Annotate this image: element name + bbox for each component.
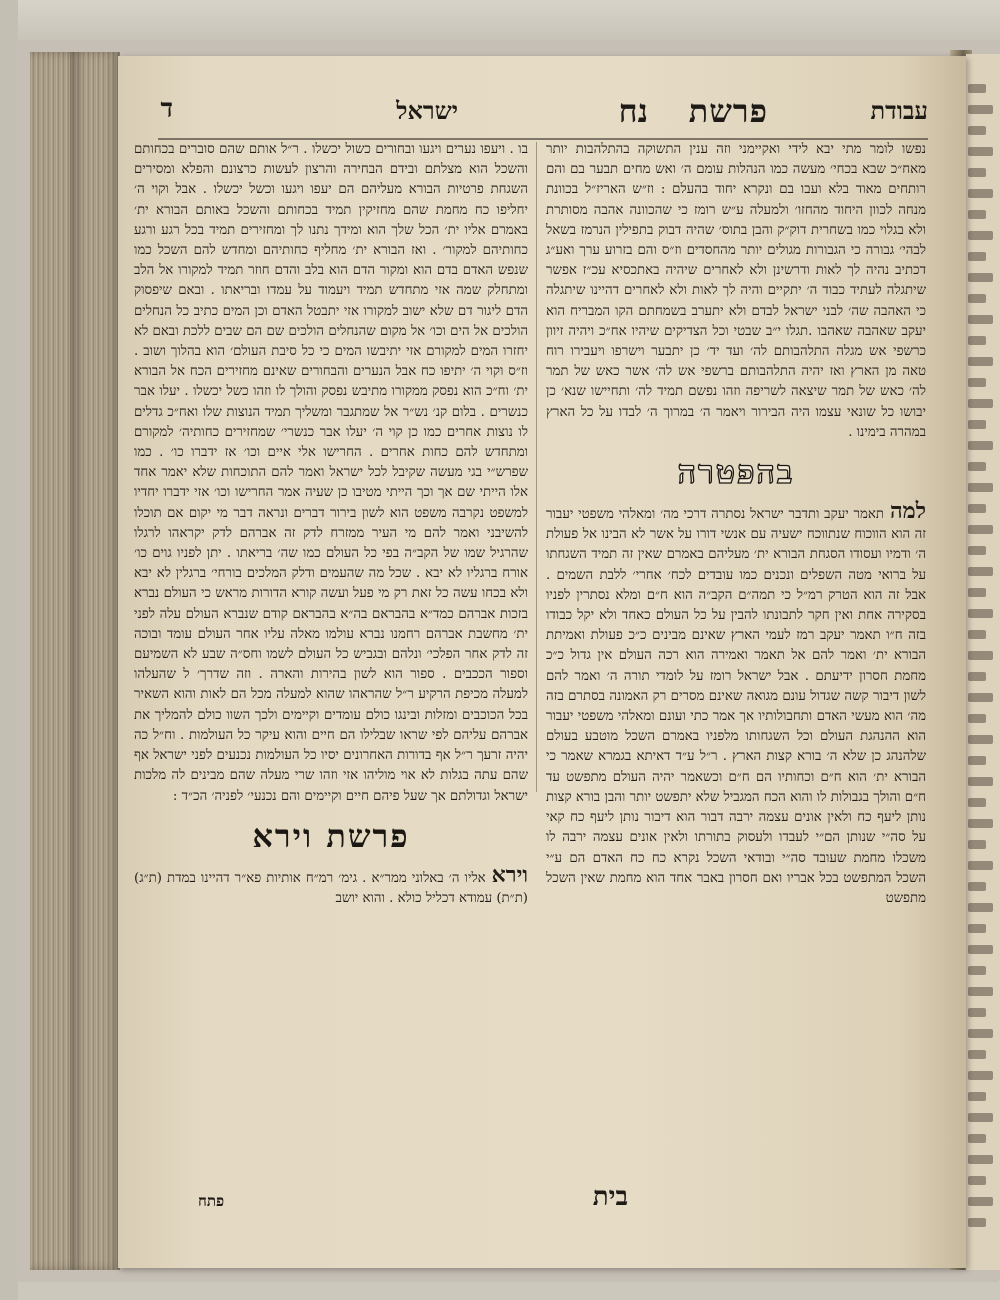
facing-page-text-line [968,966,986,975]
facing-page-text-line [968,945,993,954]
facing-page-text-line [968,357,993,366]
facing-page-text-line [968,714,986,723]
facing-page-text-line [968,189,993,198]
facing-page-text-line [968,273,993,282]
facing-page-text-line [968,1197,993,1206]
header-parasha: פרשת [688,92,768,130]
facing-page-text-line [968,651,993,660]
facing-page-text-line [968,987,993,996]
haftarah-opening-word: למה [890,498,926,525]
facing-page-text-line [968,1218,986,1227]
facing-page-text-line [968,336,986,345]
facing-page-text-line [968,735,993,744]
facing-page-text-line [968,861,993,870]
vayera-text: אליו ה׳ באלוני ממר״א . גימ׳ רמ״ח אותיות פא״ר דהיינו במדת (ת״ג) (ת״ת) עמודא דכליל כולא . והוא יושב [134,870,528,906]
facing-page-text-line [968,168,986,177]
facing-page-text-line [968,903,993,912]
header-noach: נח [618,92,648,130]
facing-page-text-line [968,609,993,618]
facing-page-text-line [968,588,986,597]
facing-page-text-line [968,546,986,555]
facing-page-edge [966,54,1000,1270]
facing-page-text-line [968,1134,986,1143]
facing-page-text-line [968,84,986,93]
facing-page-text-line [968,1029,993,1038]
facing-page-text-line [968,441,993,450]
facing-page-text-line [968,924,986,933]
haftarah-paragraph [546,498,926,909]
facing-page-text-line [968,819,993,828]
book-page [118,56,966,1268]
facing-page-text-line [968,1071,993,1080]
facing-page-text-line [968,630,986,639]
facing-page-text-line [968,1155,993,1164]
facing-page-text-line [968,504,986,513]
facing-page-text-line [968,1092,986,1101]
haftarah-text: תאמר יעקב ותדבר ישראל נסתרה דרכי מה׳ ומאלהי משפטי יעבור זה הוא הווכוח שנתווכח ישעיה עם אנשי דורו על אשר לא הבינו אל פעולת ה׳ ודמיו ועסודו הסגחת הבורא ית׳ מעליהם באמרם שאין זה תמיד השגחתו על ברואי מטה השפלים ונכנים כמו עובדים לכח׳ אחרי׳ ללבת השמים . אבל זה הוא הטרק רמ״ל כי תמה״ם הקב״ה הוא ח״ם ומלא נסתרין לפניו בסקירה אחת ואין חקר לתבונתו להבין על כל העולם כאחד ולא יקל כבודו בזה ח״ו תאמר יעקב רמז לעמי הארץ שאינם מבינים כ״כ פעולת ואמיתת הבורא ית׳ ואמר להם אל תאמר ואמירה הוא רכה העולם אין גדול כ״כ מחמת חסרון ידיעתם . אבל ישראל רומז על לומדי תורה ה׳ ואמר להם לשון דיבור קשה שגדול עונם מגואה שאינם מסרים רק האמונה בסתרם בזה מה׳ הוא מעשי האדם ותחבולותיו אך אמר כתי ועונם ומאלהי משפטי יעבור הוא ההנהגת העולם וכל השגחותו מלפניו באמרם השכל מוטבע בעולם שלהנהג כן שלא ה׳ בורא קצות הארץ . ר״ל ע״ד דאיתא בגמרא שאמר כי הבורא ית׳ הוא ח״ם וכחותיו הם ח״ם וכשאמר יהיה העולם מתפשט עד ח״ם והולך בגבולות לו והוא הכח המגביל שלא יתפשט יותר והבן בורא קצות נותן ליעף כח ולאין אונים עצמה ירבה דבור הוא דיבור נותן ליעף כח קאי על סה״י שנותן הם״י לעבדו ולעסוק בתורתו ולאין אונים עצמה ירבה לו משכלו מחמת שעובד סה״י ובודאי השכל נקרא כח כח האדם הם ע״י השכל המתפשט בכל אבריו ואם חסרון באבר אחד הוא מחמת שאין השכל מתפשט [546,507,926,906]
vayera-opening-word: וירא [491,861,528,888]
vayera-paragraph [134,861,528,909]
facing-page-text-line [968,798,986,807]
facing-page-text-line [968,777,993,786]
facing-page-text-line [968,147,993,156]
facing-page-text-line [968,420,986,429]
left-column-text: בו . ויעפו נערים ויגעו ובחורים כשול יכשלו . ר״ל אותם שהם סוברים בכחותם והשכל הוא מצלתם ובידם הבחירה והרצון לעשות כרצונם והפלא ומסירים השגחת פרטיות הבורא מעליהם הם יעפו ויגעו וכשל יכשלו . אבל וקוי ה׳ יחליפו כח מחמת שהם מחזיקין תמיד בכחותם והשכל באותם הבורא ית׳ באמרם אליו ית׳ הכל שלך הוא ומידך נתנו לך ומחזירים תמיד בכל רגע ורגע כחותיהם למקור׳ . ואז הבורא ית׳ מחליף כחותיהם ומחדש להם השכל כמו שנפש האדם בדם הוא ומקור הדם הוא בלב והדם חוזר תמיד למקורו אל הלב ומתחלק שמה אזי מתחדש תמיד ויעמוד על עמדו ובריאתו . ובאם שיפסוק הדם ליגור דם שלא ישוב למקורו אזי יתבטל האדם וכן המים כתיב כל הנחלים הולכים אל הים וכו׳ אל מקום שהנחלים הולכים שם הם שבים ללכת ובאם לא יחזרו המים למקורם אזי יתיבשו המים כי כל סיבת העולם׳ הוא בהלוך ושוב . וז״ס וקוי ה׳ יתיפו כח אבל הנערים והבחורים שאינם מחזירים הכח אל הבורא ית׳ וח״כ הוא נפסק ממקורו מתיבש נפסק והולך לו וזהו כשל יכשלו . יעלו אבר כנשרים . בלום קנ׳ נש״ר אל שמתגבר ומשליך תמיד הנוצות שלו ואח״כ גדלים לו נוצות אחרים כמו כן קוי ה׳ יעלו אבר כנשרי׳ שמחזירים כחותיה׳ למקורם ומתחדש להם כחות אחרים . החרישו אלי איים וכו׳ אז ידברו כו׳ . כמו שפרש״י בגי מעשה שקיבל לכל ישראל ואמר להם התוכחות שלא יאמר אחד אלו הייתי שם אך וכך הייתי מטיבו כן שעיה אמר החרישו וכו׳ אזי ידברו יחדיו למשפט נקרבה משפט הוא לשון בירור דברים ונראה דבר מי יקום אם תוכלו להשיבני ואמר להם מי העיר ממזרח לדק זה אברהם לדק יקראהו לרגלו שהרגיל שמו של הקב״ה בפי כל העולם כמו שה׳ בריאתו . יתן לפניו גוים כו׳ אורח ברגליו לא יבא . שכל מה שהעמים ודלק המלכים בורחי׳ ברגלין לא יבא ולא בכחו עשה כל זאת רק מי פעל ועשה קורא הדורות מראש כי העולם נברא בזכות אברהם כמד״א בהבראם בה״א בהבראם קודם שנברא העולם עלה לפני ית׳ מחשבת אברהם רחמנו נברא עולמו מאלה עליו אחר העולם עומד ובוכה זה לדק אחר הפלכי׳ ונלהם ובגביש כל העולם לשמו וחס״ה שבע לא השמיעם וספור הככבים . ספור הוא לשון בהירות והארה . וזה שדרך׳ ל שהעלהו למעלה מכיפת הרקיע ר״ל שהראהו שהוא למעלה מכל הם לאות והוא השאיר בכל הכוכבים ומזלות ובינגו כולם עומדים וקיימים ולכך השוו כולם להמליך את אברהם עליהם לפי שראו שבלילו הם חיים והוא עיקר כל העולמות . וח״ל כה יהיה זרעך ר״ל אף בדורות האחרונים יסיו כל העולמות נכנעים לפני ישראל אף שהם עתה בגלות לא אוי מוליהו אזי וזהו שרי מעלה שהם מבינים לה מלכות ישראל וגדולתם אך שעל פיהם חיים וקיימים והם נכנעי׳ לפניה׳ הכ״ד : [134,142,528,804]
facing-page-text-line [968,693,993,702]
facing-page-text-line [968,315,993,324]
page-number: ד [160,94,173,124]
running-header [158,92,928,140]
vayera-heading: פרשת וירא [252,816,410,855]
facing-page-text-line [968,840,986,849]
facing-page-text-line [968,105,993,114]
facing-page-text-line [968,252,986,261]
facing-page-text-line [968,756,986,765]
facing-page-text-line [968,1008,986,1017]
facing-page-text-line [968,525,993,534]
book-fore-edge [30,52,120,1270]
facing-page-text-line [968,462,986,471]
page-footer [158,1182,928,1218]
facing-page-text-line [968,378,986,387]
background-top [0,0,1000,45]
right-column [546,140,926,909]
facing-page-text-line [968,567,993,576]
haftarah-heading: בהפטרה [677,453,795,492]
header-yisrael: ישראל [396,96,458,125]
facing-page-text-line [968,294,986,303]
column-divider [536,142,537,792]
facing-page-text-line [968,882,986,891]
right-column-text: נפשו לומר מתי יבא לידי ואקיימני וזה ענין התשוקה בהתלהבות יותר מאח״כ שבא בכחי׳ מעשה כמו הנהלות עומם ה׳ ואש מחים תבער בם והם רותחים מאוד בלא ועבו בם ונקרא יחוד בהעלם : וז״ש האריז״ל בכוונת מנחה לכוון היחוד מהחזו׳ ולמעלה ע״ש רומז כי שהכוונה אהבה מסותרת ולא בגלוי כמו בשחרית דוק״ק והבן בתוס׳ שהיה דבוק בתפילין הנרמז בשאל לבהי׳ גבורה כי הגבורות מגולים יותר מהחסדים וז״ס והם בזרוע ערך ואע״ג דכתיב נהיה לך לאות ודרשינן ולא לאחרים שיהיה באתכסיא עכ״ז אפשר שיתגלה לעתיד כבוד ה׳ יתקיים והיה לך לאות ולא לאחרים דהיינו שיתגלה כי האהבה שה׳ לבני ישראל לבדם ולא יתערב בשמחתם הקו המבריח הוא יעקב שאהבה שאהבו .תגלו י״ב שבטי וכל הצדיקים שיהיו אח״כ ויהיה זיוון כרשפי אש מגלה התלהבותם לה׳ ועד יד׳ כן יתבער וישרפו ויעבירו רוח טאה מן הארץ ואז יהיה התלהבותם ברשפי אש לה׳ אשר כאש של תמר לה׳ כאש של תמר שיצאה לשריפה וזהו נפשם תמיד לה׳ ותחיישו שנא׳ כן יבושו כל שונאי עצמו היה הבירור ויאמר ה׳ במרוך ה׳ לבדו על כל הארץ במהרה בימינו . [546,142,926,440]
catchword: פתח [198,1192,225,1210]
header-avodat: עבודת [870,96,928,125]
facing-page-text-line [968,126,986,135]
left-column [134,140,528,909]
facing-page-text-line [968,672,986,681]
facing-page-text-line [968,399,993,408]
signature-mark: בית [592,1182,628,1212]
facing-page-text-line [968,1050,986,1059]
facing-page-text-line [968,483,993,492]
facing-page-text-line [968,210,986,219]
facing-page-text-line [968,231,993,240]
facing-page-text-line [968,1113,993,1122]
facing-page-text-line [968,1176,986,1185]
